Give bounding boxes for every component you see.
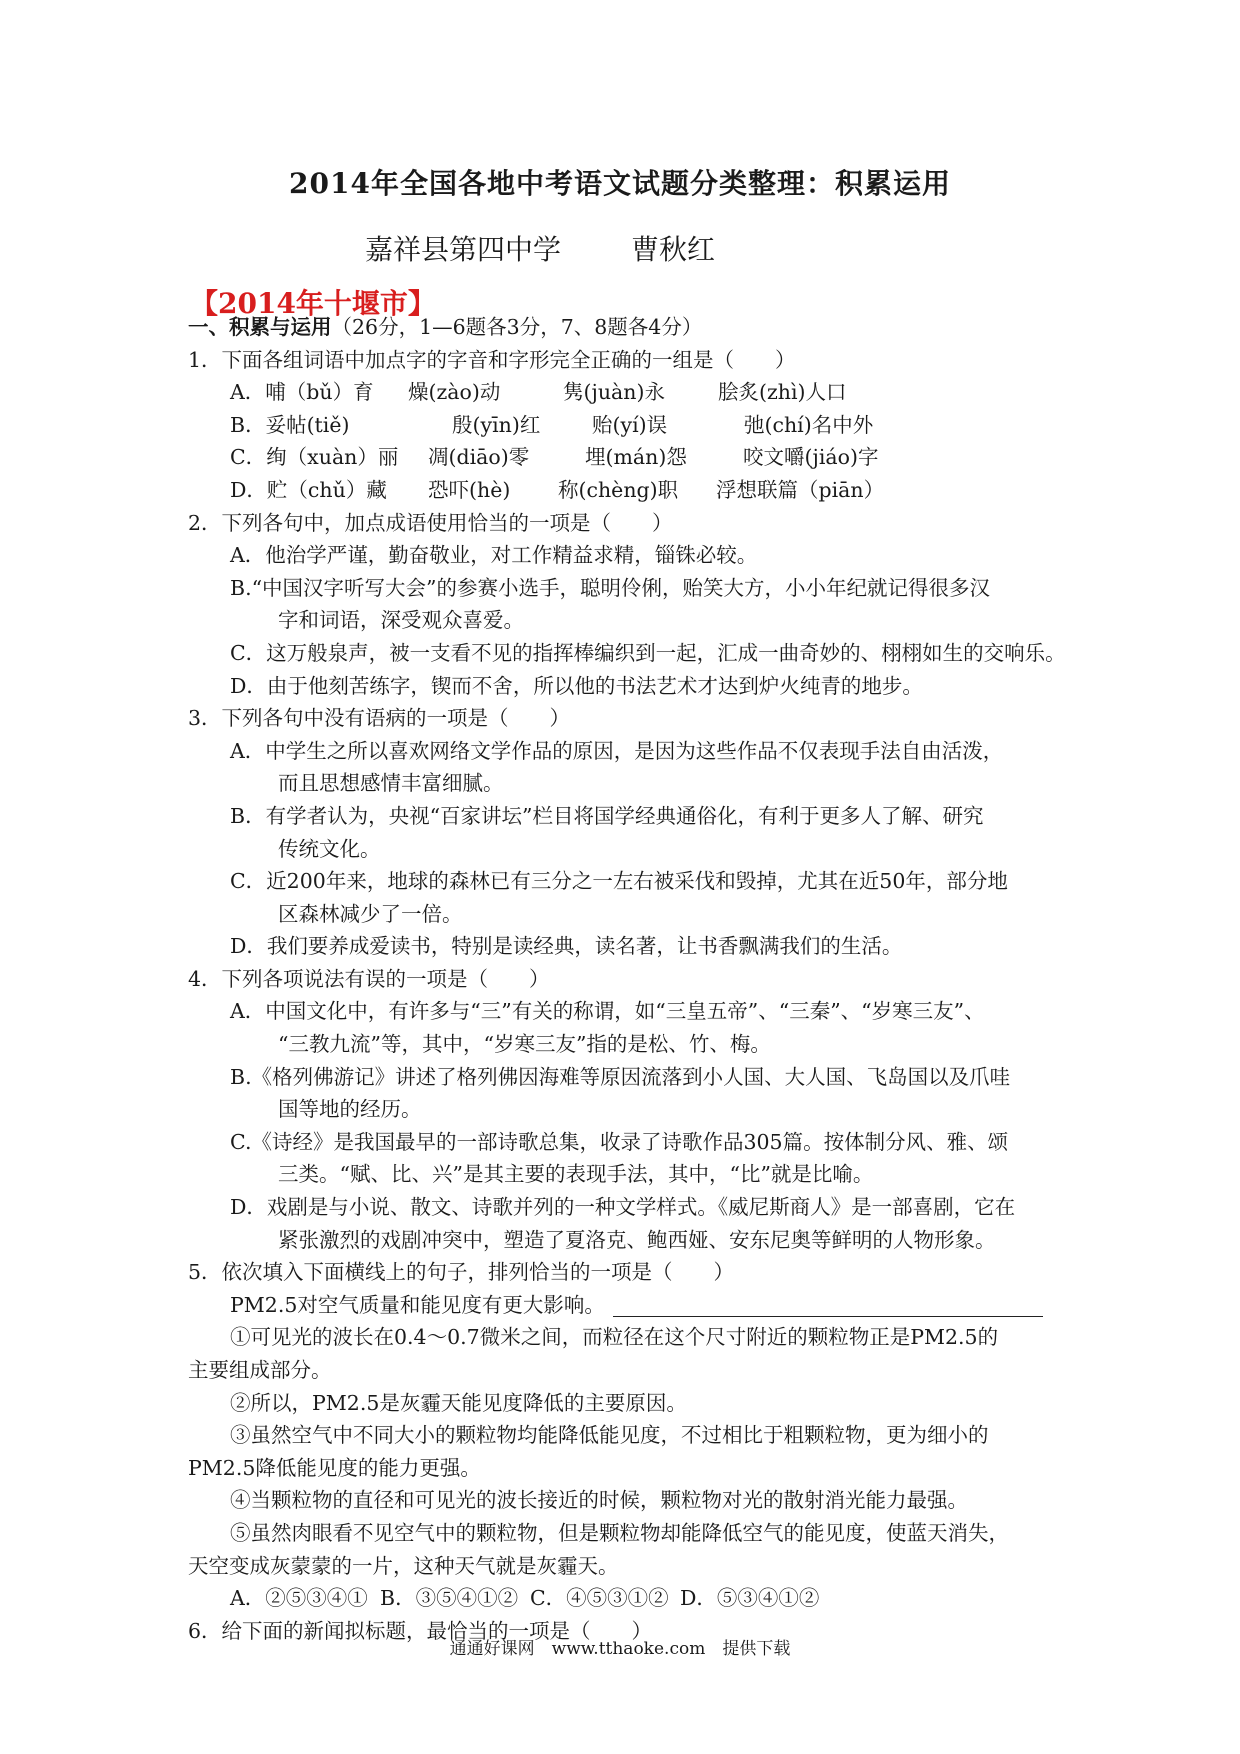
option-word: 浮想联篇（piān） — [716, 477, 885, 502]
question-1-option-d — [188, 474, 1058, 507]
question-3-option-a-cont: 而且思想感情丰富细腻。 — [278, 771, 504, 796]
footer-credit: 通通好课网 www.tthaoke.com 提供下载 — [449, 1639, 791, 1659]
section-title: 一、积累与运用 — [188, 315, 332, 339]
question-3-option-b: B．有学者认为，央视“百家讲坛”栏目将国学经典通俗化，有利于更多人了解、研究 — [230, 803, 984, 828]
option-word: 埋(mán)怨 — [585, 445, 687, 470]
question-4-option-d-cont: 紧张激烈的戏剧冲突中，塑造了夏洛克、鲍西娅、安东尼奥等鲜明的人物形象。 — [278, 1227, 996, 1252]
fill-in-blank-line — [613, 1296, 1043, 1317]
region-heading: 【2014年十堰市】 — [190, 287, 436, 320]
choice-a: A．②⑤③④① — [230, 1586, 368, 1611]
option-word: C．绚（xuàn）丽 — [230, 445, 399, 470]
question-4-option-c-cont: 三类。“赋、比、兴”是其主要的表现手法，其中，“比”就是比喻。 — [278, 1162, 874, 1187]
option-word: 隽(juàn)永 — [563, 380, 665, 405]
choice-b: B．③⑤④①② — [380, 1586, 519, 1611]
sentence-5: ⑤虽然肉眼看不见空气中的颗粒物，但是颗粒物却能降低空气的能见度，使蓝天消失， — [230, 1520, 1009, 1545]
section-note: （26分，1—6题各3分，7、8题各4分） — [331, 315, 703, 339]
option-word: B．妥帖(tiě) — [230, 412, 350, 437]
author-school: 嘉祥县第四中学 — [365, 233, 562, 266]
option-word: 弛(chí)名中外 — [744, 412, 874, 437]
sentence-4: ④当颗粒物的直径和可见光的波长接近的时候，颗粒物对光的散射消光能力最强。 — [230, 1488, 968, 1513]
question-list — [188, 311, 1066, 1647]
question-3-option-c-cont: 区森林减少了一倍。 — [278, 901, 463, 926]
question-4-option-b-cont: 国等地的经历。 — [278, 1097, 422, 1122]
question-4-stem: 4．下列各项说法有误的一项是（ ） — [188, 966, 550, 991]
option-word: 恐吓(hè) — [428, 477, 511, 502]
question-2-option-d: D．由于他刻苦练字，锲而不舍，所以他的书法艺术才达到炉火纯青的地步。 — [230, 673, 923, 698]
question-2-option-a: A．他治学严谨，勤奋敬业，对工作精益求精，锱铢必较。 — [230, 543, 758, 568]
question-3-option-d: D．我们要养成爱读书，特别是读经典，读名著，让书香飘满我们的生活。 — [230, 934, 903, 959]
question-4-option-a: A．中国文化中，有许多与“三”有关的称谓，如“三皇五帝”、“三秦”、“岁寒三友”、 — [230, 999, 985, 1024]
question-1-option-c — [188, 441, 1058, 474]
question-3-option-a: A．中学生之所以喜欢网络文学作品的原因，是因为这些作品不仅表现手法自由活泼， — [230, 738, 1004, 763]
option-word: D．贮（chǔ）藏 — [230, 477, 387, 502]
question-5-stem: 5．依次填入下面横线上的句子，排列恰当的一项是（ ） — [188, 1260, 735, 1285]
author-line — [365, 228, 715, 268]
question-3-option-b-cont: 传统文化。 — [278, 836, 381, 861]
sentence-1: ①可见光的波长在0.4～0.7微米之间，而粒径在这个尺寸附近的颗粒物正是PM2.5的 — [230, 1325, 999, 1350]
option-word: 殷(yīn)红 — [452, 412, 541, 437]
question-4-option-b: B.《格列佛游记》讲述了格列佛因海难等原因流落到小人国、大人国、飞岛国以及爪哇 — [230, 1064, 1011, 1089]
question-3-stem: 3．下列各句中没有语病的一项是（ ） — [188, 706, 571, 731]
sentence-3: ③虽然空气中不同大小的颗粒物均能降低能见度，不过相比于粗颗粒物，更为细小的 — [230, 1423, 989, 1448]
question-2-stem: 2．下列各句中，加点成语使用恰当的一项是（ ） — [188, 510, 673, 535]
sentence-5-cont: 天空变成灰蒙蒙的一片，这种天气就是灰霾天。 — [188, 1553, 619, 1578]
question-1-stem: 1．下面各组词语中加点字的字音和字形完全正确的一组是（ ） — [188, 347, 796, 372]
option-word: 凋(diāo)零 — [428, 445, 530, 470]
question-5-lead — [188, 1289, 1058, 1322]
option-word: 称(chèng)职 — [558, 477, 679, 502]
option-word: A．哺（bǔ）育 — [230, 380, 374, 405]
option-word: 燥(zào)动 — [408, 380, 501, 405]
question-5-choices — [188, 1582, 1058, 1615]
sentence-3-cont: PM2.5降低能见度的能力更强。 — [188, 1455, 481, 1480]
question-4-option-d: D．戏剧是与小说、散文、诗歌并列的一种文学样式。《威尼斯商人》是一部喜剧，它在 — [230, 1195, 1016, 1220]
question-4-option-c: C.《诗经》是我国最早的一部诗歌总集，收录了诗歌作品305篇。按体制分风、雅、颂 — [230, 1129, 1009, 1154]
page-title: 2014年全国各地中考语文试题分类整理：积累运用 — [289, 167, 951, 200]
question-6-stem: 6．给下面的新闻拟标题，最恰当的一项是（ ） — [188, 1618, 653, 1643]
choice-d: D．⑤③④①② — [680, 1586, 820, 1611]
option-word: 咬文嚼(jiáo)字 — [743, 445, 879, 470]
question-3-option-c: C．近200年来，地球的森林已有三分之一左右被采伐和毁掉，尤其在近50年，部分地 — [230, 869, 1008, 894]
question-2-option-c: C．这万般泉声，被一支看不见的指挥棒编织到一起，汇成一曲奇妙的、栩栩如生的交响乐。 — [230, 640, 1066, 665]
sentence-1-cont: 主要组成部分。 — [188, 1358, 332, 1382]
option-word: 贻(yí)误 — [592, 412, 668, 437]
question-2-option-b-cont: 字和词语，深受观众喜爱。 — [278, 608, 524, 633]
question-2-option-b: B.“中国汉字听写大会”的参赛小选手，聪明伶俐，贻笑大方，小小年纪就记得很多汉 — [230, 575, 991, 600]
question-1-option-b — [188, 409, 1058, 442]
question-5-lead-text: PM2.5对空气质量和能见度有更大影响。 — [230, 1292, 605, 1317]
sentence-2: ②所以，PM2.5是灰霾天能见度降低的主要原因。 — [230, 1390, 687, 1415]
option-word: 脍炙(zhì)人口 — [718, 380, 847, 405]
author-name: 曹秋红 — [631, 233, 716, 266]
section-heading — [188, 311, 1058, 344]
question-1-option-a — [188, 376, 1058, 409]
choice-c: C．④⑤③①② — [530, 1586, 669, 1611]
question-4-option-a-cont: “三教九流”等，其中，“岁寒三友”指的是松、竹、梅。 — [278, 1032, 771, 1057]
